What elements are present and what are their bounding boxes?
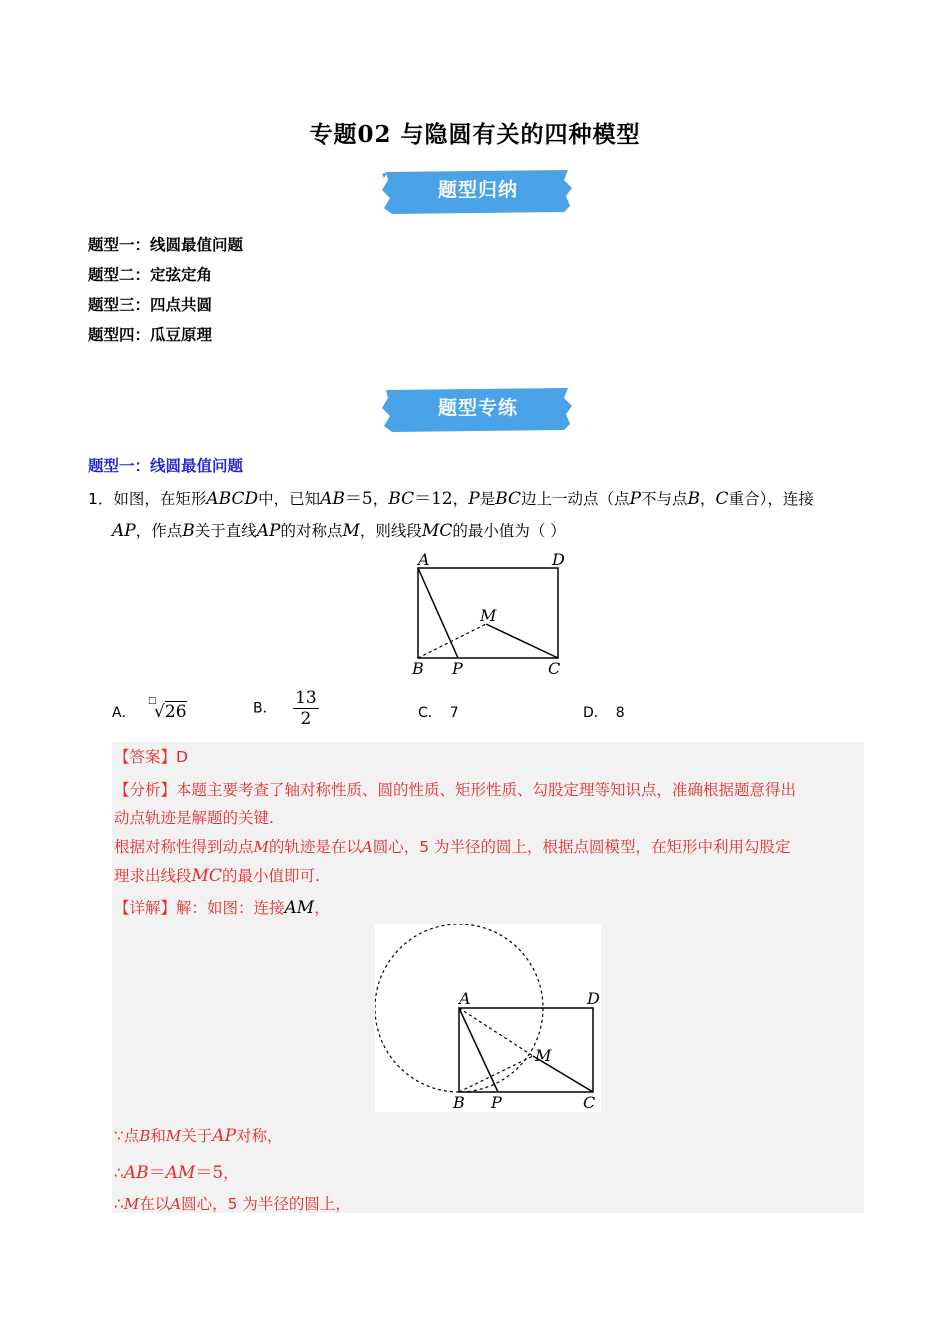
q-text: 重合），连接	[728, 490, 814, 508]
q-math: P	[468, 489, 480, 509]
label-p: P	[491, 1093, 502, 1112]
q-math: B	[182, 521, 195, 541]
type-list-item-3: 题型三：四点共圆	[88, 296, 213, 314]
q-text: ，	[700, 490, 716, 508]
q-text: ，	[372, 490, 389, 508]
label-a: A	[459, 989, 471, 1008]
analysis-text: 圆心，5 为半径的圆上，根据点圆模型，在矩形中利用勾股定	[372, 838, 791, 856]
q-text: ，	[452, 490, 469, 508]
step-math: M	[165, 1127, 182, 1145]
question-line-1	[88, 484, 814, 509]
type-list-item-2: 题型二：定弦定角	[88, 266, 213, 284]
q-text: ，作点	[135, 522, 183, 540]
answer-line	[114, 745, 188, 767]
fraction-denominator: 2	[300, 709, 312, 729]
answer-tag: 【答案】	[114, 748, 177, 766]
q-math: AP	[256, 521, 281, 541]
detail-tag: 【详解】	[114, 899, 177, 917]
step-math: ＝	[148, 1163, 166, 1183]
option-a	[112, 696, 187, 722]
step-math: A	[170, 1195, 182, 1213]
q-math: B	[687, 489, 701, 509]
q-text: 中，已知	[258, 490, 321, 508]
label-b: B	[453, 1093, 465, 1112]
analysis-math: M	[253, 838, 269, 856]
label-b: B	[412, 659, 424, 678]
q-text: ，则线段	[359, 522, 422, 540]
segment-mc	[486, 624, 558, 658]
q-text: 边上一动点（点	[521, 490, 630, 508]
figure-2-background	[375, 924, 601, 1112]
analysis-text: 的最小值即可.	[221, 867, 320, 885]
page-title: 专题02 与隐圆有关的四种模型	[309, 121, 641, 148]
option-d	[583, 702, 625, 722]
q-math: MC	[421, 521, 453, 541]
q-math: BC	[495, 489, 522, 509]
segment-bm-dashed	[418, 624, 486, 658]
detail-text: ，	[314, 899, 330, 917]
option-a-label: A．	[112, 705, 136, 721]
q-math: ＝12	[414, 489, 453, 509]
step-line-3	[114, 1192, 351, 1214]
q-text: 不与点	[641, 490, 688, 508]
step-math: AB	[123, 1163, 149, 1183]
option-a-radical: □ √26	[148, 696, 187, 722]
figure-2-circle	[375, 924, 601, 1112]
detail-math: AM	[284, 898, 315, 918]
banner-summary-label: 题型归纳	[437, 179, 518, 201]
analysis-text: 的轨迹是在以	[268, 838, 362, 856]
question-number: 1．	[88, 490, 114, 508]
banner-practice	[378, 386, 578, 432]
step-text: ∴	[114, 1195, 124, 1213]
analysis-text: 理求出线段	[114, 867, 192, 885]
step-math: B	[139, 1127, 151, 1145]
radicand: 26	[164, 702, 187, 722]
step-text: ∵点	[114, 1127, 140, 1145]
label-d: D	[552, 550, 565, 569]
q-math: ABCD	[206, 489, 259, 509]
q-math: BC	[388, 489, 415, 509]
answer-value: D	[176, 748, 188, 766]
step-text: ∴	[114, 1164, 124, 1182]
figure-1-rectangle	[400, 548, 580, 680]
option-b-fraction	[293, 688, 319, 729]
q-text: 的对称点	[280, 522, 343, 540]
label-c: C	[583, 1093, 596, 1112]
step-text: ，	[223, 1164, 239, 1182]
step-text: 在以	[139, 1195, 171, 1213]
q-text: 是	[479, 490, 496, 508]
label-m: M	[480, 606, 497, 625]
q-math: AB	[320, 489, 345, 509]
step-text: 圆心，5 为半径的圆上，	[181, 1195, 351, 1213]
detail-line-1	[114, 896, 330, 918]
option-c-label: C．	[418, 705, 442, 721]
label-d: D	[587, 989, 600, 1008]
question-line-2	[112, 519, 566, 541]
analysis-line-1	[114, 778, 796, 800]
step-text: 和	[150, 1127, 166, 1145]
analysis-math: A	[361, 838, 373, 856]
radical-index: □	[148, 696, 157, 706]
q-math: P	[629, 489, 642, 509]
label-p: P	[452, 659, 463, 678]
analysis-line-2: 动点轨迹是解题的关键.	[114, 809, 274, 827]
step-text: 对称，	[236, 1127, 283, 1145]
analysis-text: 本题主要考查了轴对称性质、圆的性质、矩形性质、勾股定理等知识点，准确根据题意得出	[176, 781, 797, 799]
step-line-2	[114, 1158, 239, 1183]
banner-summary	[378, 168, 578, 214]
type-list-item-1: 题型一：线圆最值问题	[88, 236, 244, 254]
q-math: ＝5	[344, 489, 373, 509]
option-c-value: 7	[449, 705, 459, 721]
step-math: M	[123, 1195, 140, 1213]
label-a: A	[418, 550, 430, 569]
analysis-line-4	[114, 864, 320, 886]
step-line-1	[114, 1124, 283, 1146]
step-math: AM	[165, 1163, 196, 1183]
step-math: AP	[212, 1126, 237, 1146]
option-b	[253, 688, 319, 729]
detail-text: 解：如图：连接	[176, 899, 285, 917]
banner-practice-label: 题型专练	[437, 397, 518, 419]
analysis-tag: 【分析】	[114, 781, 177, 799]
label-c: C	[548, 659, 561, 678]
step-text: 关于	[181, 1127, 213, 1145]
option-d-value: 8	[615, 705, 625, 721]
q-text: 的最小值为（ ）	[452, 522, 566, 540]
step-math: ＝5	[195, 1163, 224, 1183]
q-text: 如图，在矩形	[113, 490, 207, 508]
type-list-item-4: 题型四：瓜豆原理	[88, 326, 213, 344]
q-math: M	[342, 521, 360, 541]
option-d-label: D．	[583, 705, 608, 721]
fraction-numerator: 13	[295, 688, 317, 708]
label-m: M	[535, 1046, 552, 1065]
q-math: AP	[112, 521, 136, 541]
segment-ap	[418, 568, 458, 658]
analysis-line-3	[114, 835, 791, 857]
analysis-math: MC	[191, 866, 222, 886]
analysis-text: 根据对称性得到动点	[114, 838, 254, 856]
option-b-label: B．	[253, 700, 277, 717]
option-c	[418, 702, 459, 722]
q-text: 关于直线	[194, 522, 257, 540]
q-math: C	[715, 489, 729, 509]
section-heading: 题型一：线圆最值问题	[88, 457, 244, 475]
